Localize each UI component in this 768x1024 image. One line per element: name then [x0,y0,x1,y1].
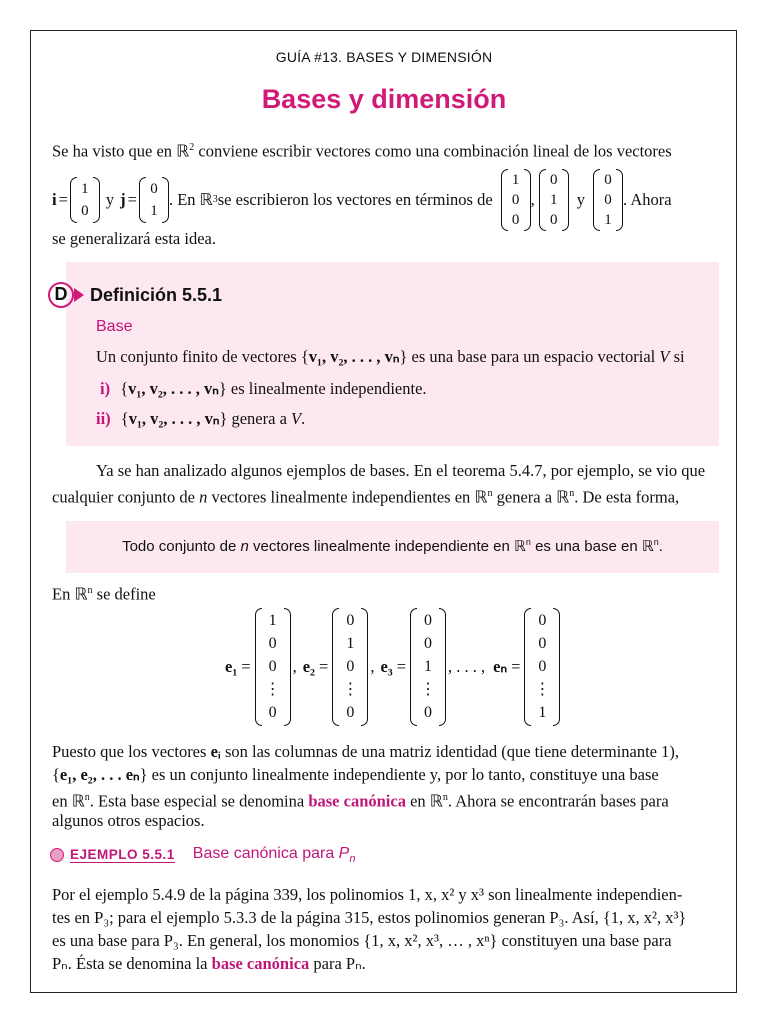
e1-vector: 1 0 0 ⋮ 0 [255,608,291,726]
j-vector: 0 1 [139,177,169,223]
example-heading: EJEMPLO 5.5.1 Base canónica para $P_n$ [50,845,355,865]
highlight-text: Todo conjunto de n vectores linealmente independiente en ℝ$^n$ es una base en ℝ$^n$. [122,537,663,555]
para3-line-4: algunos otros espacios. [52,811,205,830]
para3-line-1: Puesto que los vectores eᵢ son las columnas de una matriz identidad (que tiene determinante 1), [52,742,679,761]
definition-item-ii: ii) {v₁, v₂, . . . , vₙ} genera a V. [96,409,306,428]
para2-line-1: Ya se han analizado algunos ejemplos de bases. En el teorema 5.4.7, por ejemplo, se vio que [96,461,706,480]
para3-line-3: en ℝ$^n$. Esta base especial se denomina base canónica en ℝ$^n$. Ahora se encontrarán bases para [52,791,669,811]
e1-label: e₁ [225,657,238,676]
r3-vector-1: 1 0 0 [501,169,531,231]
rn-define: En ℝ$^n$ se define [52,584,156,604]
definition-item-i: i) {v₁, v₂, . . . , vₙ} es linealmente independiente. [100,379,427,398]
e3-vector: 0 0 1 ⋮ 0 [410,608,446,726]
definition-line-1: Un conjunto finito de vectores {v₁, v₂, . . . , vₙ} es una base para un espacio vectorial V si [96,347,685,366]
example-line-2: tes en P₃; para el ejemplo 5.3.3 de la página 315, estos polinomios generan P₃. Así, {1, x, x², x³} [52,908,687,927]
definition-heading: D Definición 5.5.1 [48,282,222,308]
para2-line-2: cualquier conjunto de n vectores linealmente independientes en ℝ$^n$ genera a ℝ$^n$. De esta forma, [52,487,680,507]
intro-line-2: i = 1 0 y j = 0 1 . En ℝ 3 se escribieron los vectores en términos de 1 0 0 , 0 1 0 y 0 0 1 . Ahora [52,160,672,240]
example-line-4: Pₙ. Ésta se denomina la base canónica para Pₙ. [52,954,366,973]
definition-logo-icon: D [48,282,74,308]
en-vector: 0 0 0 ⋮ 1 [524,608,560,726]
example-bullet-icon [50,848,64,862]
example-line-1: Por el ejemplo 5.4.9 de la página 339, los polinomios 1, x, x² y x³ son linealmente independien- [52,885,683,904]
e2-vector: 0 1 0 ⋮ 0 [332,608,368,726]
e3-label: e₃ [380,657,393,676]
intro-line-1: Se ha visto que en ℝ$^2$ conviene escribir vectores como una combinación lineal de los vectores [52,141,672,161]
en-label: eₙ [493,657,508,676]
page-title: Bases y dimensión [261,84,507,114]
example-line-3: es una base para P₃. En general, los monomios {1, x, x², x³, … , xⁿ} constituyen una base para [52,931,672,950]
r3-vector-2: 0 1 0 [539,169,569,231]
canonical-vectors: e₁ = 1 0 0 ⋮ 0 , e₂ = 0 1 0 ⋮ 0 , e₃ = 0 0 1 ⋮ 0 , . . . , eₙ = 0 0 0 ⋮ 1 [225,604,560,730]
arrow-icon [74,288,84,302]
para3-line-2: {e₁, e₂, . . . eₙ} es un conjunto linealmente independiente y, por lo tanto, constituye una base [52,765,659,784]
r3-vector-3: 0 0 1 [593,169,623,231]
intro-line-3: se generalizará esta idea. [52,229,216,248]
i-vector: 1 0 [70,177,100,223]
base-canonica-term: base canónica [308,791,406,811]
page-header: GUÍA #13. BASES Y DIMENSIÓN [275,49,493,65]
definition-term: Base [96,318,133,335]
e2-label: e₂ [302,657,315,676]
